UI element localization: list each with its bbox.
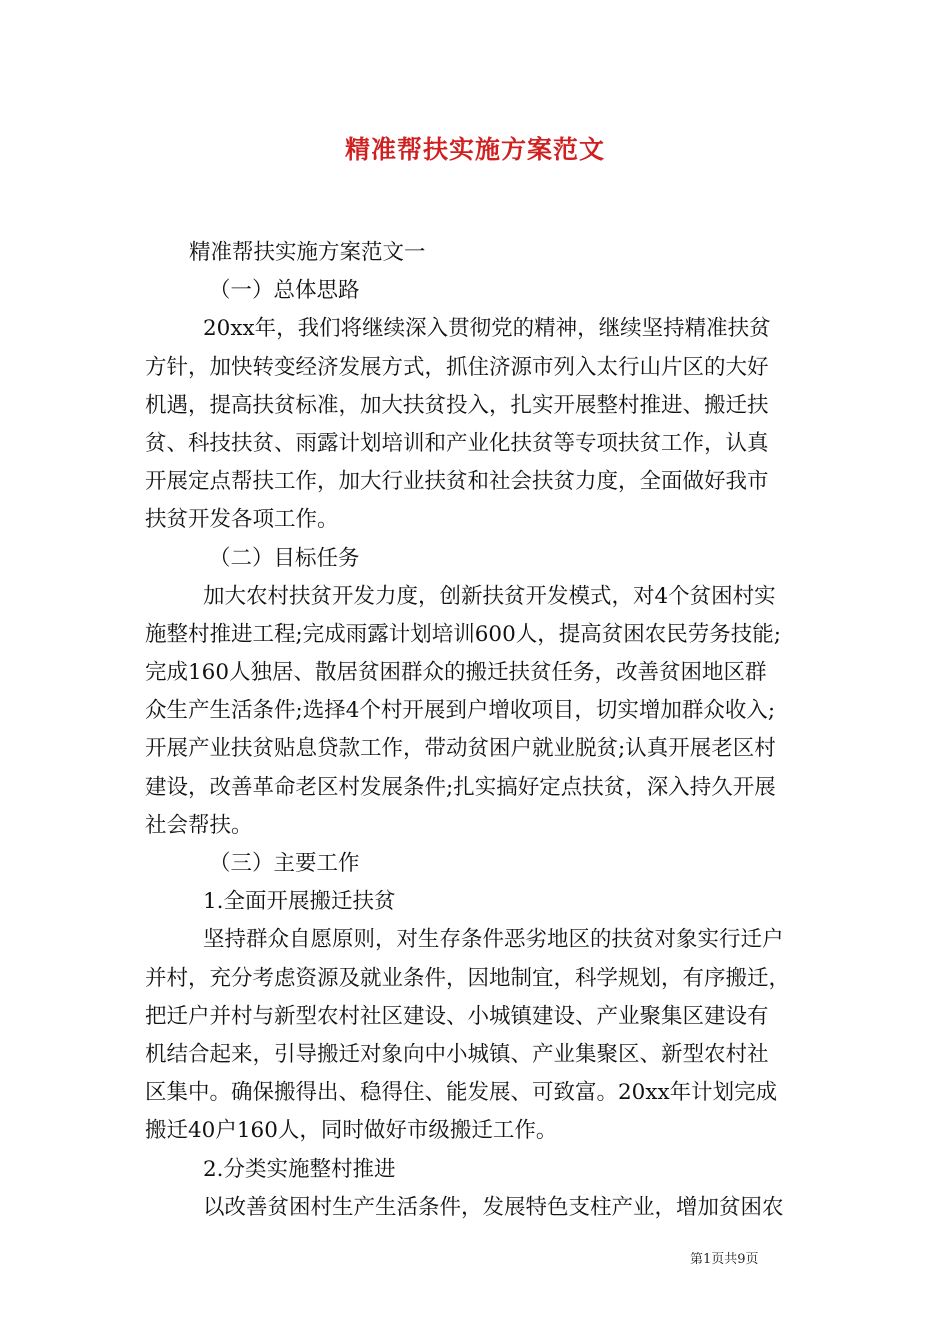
document-body <box>145 234 811 1227</box>
document-subtitle: 精准帮扶实施方案范文一 <box>189 240 426 265</box>
paragraph-line: 完成160人独居、散居贫困群众的搬迁扶贫任务，改善贫困地区群 <box>145 660 767 686</box>
paragraph-line: 贫、科技扶贫、雨露计划培训和产业化扶贫等专项扶贫工作，认真 <box>145 430 769 456</box>
paragraph-line: 坚持群众自愿原则，对生存条件恶劣地区的扶贫对象实行迁户 <box>203 927 784 953</box>
paragraph-line: 2.分类实施整村推进 <box>203 1156 396 1182</box>
paragraph-line: 开展定点帮扶工作，加大行业扶贫和社会扶贫力度，全面做好我市 <box>145 469 769 495</box>
paragraph-line: 1.全面开展搬迁扶贫 <box>203 889 396 915</box>
paragraph-line: 加大农村扶贫开发力度，创新扶贫开发模式，对4个贫困村实 <box>203 583 776 609</box>
paragraph-line: 机遇，提高扶贫标准，加大扶贫投入，扎实开展整村推进、搬迁扶 <box>145 392 769 418</box>
section-heading: （一）总体思路 <box>209 278 360 304</box>
paragraph-line: 众生产生活条件;选择4个村开展到户增收项目，切实增加群众收入; <box>145 698 776 724</box>
paragraph-line: 搬迁40户160人，同时做好市级搬迁工作。 <box>145 1118 558 1144</box>
paragraph-line: 机结合起来，引导搬迁对象向中小城镇、产业集聚区、新型农村社 <box>145 1041 769 1067</box>
paragraph-line: 把迁户并村与新型农村社区建设、小城镇建设、产业聚集区建设有 <box>145 1003 769 1029</box>
paragraph-line: 方针，加快转变经济发展方式，抓住济源市列入太行山片区的大好 <box>145 354 769 380</box>
paragraph-line: 区集中。确保搬得出、稳得住、能发展、可致富。20xx年计划完成 <box>145 1080 778 1106</box>
paragraph-line: 开展产业扶贫贴息贷款工作，带动贫困户就业脱贫;认真开展老区村 <box>145 736 776 762</box>
paragraph-line: 以改善贫困村生产生活条件，发展特色支柱产业，增加贫困农 <box>203 1194 784 1220</box>
section-heading: （三）主要工作 <box>209 851 360 876</box>
paragraph-line: 社会帮扶。 <box>145 812 253 838</box>
paragraph-line: 施整村推进工程;完成雨露计划培训600人，提高贫困农民劳务技能; <box>145 621 782 647</box>
paragraph-line: 20xx年，我们将继续深入贯彻党的精神，继续坚持精准扶贫 <box>203 316 771 342</box>
page-number: 第1页共9页 <box>690 1252 759 1267</box>
paragraph-line: 扶贫开发各项工作。 <box>145 507 339 533</box>
body-lines <box>145 272 811 1227</box>
document-title: 精准帮扶实施方案范文 <box>344 135 605 164</box>
section-heading: （二）目标任务 <box>209 545 360 571</box>
paragraph-line: 建设，改善革命老区村发展条件;扎实搞好定点扶贫，深入持久开展 <box>145 774 776 800</box>
paragraph-line: 并村，充分考虑资源及就业条件，因地制宜，科学规划，有序搬迁， <box>145 965 791 991</box>
